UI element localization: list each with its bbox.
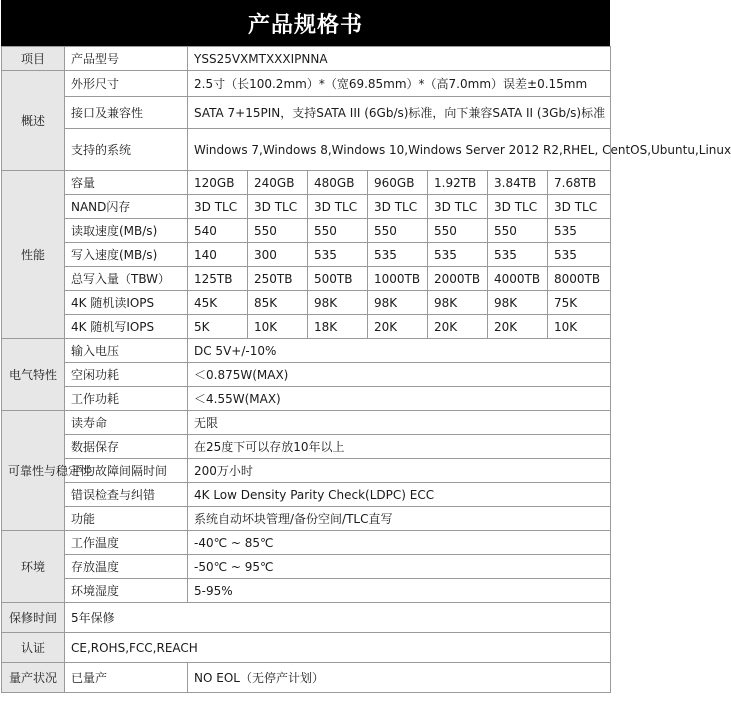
table-row [2, 47, 611, 71]
operating-temp-value: -40℃ ~ 85℃ [188, 531, 611, 555]
table-row [2, 387, 611, 411]
capacity-cell: 240GB [248, 171, 308, 195]
read-speed-cell: 550 [428, 219, 488, 243]
table-row [2, 435, 611, 459]
category-reliability: 可靠性与稳定性 [2, 411, 65, 531]
interface-value: SATA 7+15PIN，支持SATA III (6Gb/s)标准，向下兼容SATA II (3Gb/s)标准 [188, 97, 611, 129]
tbw-cell: 500TB [308, 267, 368, 291]
mtbf-value: 200万小时 [188, 459, 611, 483]
retention-label: 数据保存 [65, 435, 188, 459]
certification-value: CE,ROHS,FCC,REACH [65, 633, 611, 663]
random-write-cell: 10K [248, 315, 308, 339]
humidity-value: 5-95% [188, 579, 611, 603]
read-speed-cell: 550 [308, 219, 368, 243]
random-read-cell: 98K [368, 291, 428, 315]
read-speed-cell: 550 [488, 219, 548, 243]
table-row [2, 555, 611, 579]
read-speed-cell: 540 [188, 219, 248, 243]
category-overview: 概述 [2, 71, 65, 171]
production-label: 已量产 [65, 663, 188, 693]
category-electrical: 电气特性 [2, 339, 65, 411]
random-write-label: 4K 随机写IOPS [65, 315, 188, 339]
tbw-cell: 4000TB [488, 267, 548, 291]
random-write-cell: 18K [308, 315, 368, 339]
nand-cell: 3D TLC [428, 195, 488, 219]
write-speed-cell: 140 [188, 243, 248, 267]
category-warranty: 保修时间 [2, 603, 65, 633]
table-row [2, 459, 611, 483]
read-speed-cell: 535 [548, 219, 611, 243]
spec-sheet [1, 0, 731, 693]
capacity-cell: 960GB [368, 171, 428, 195]
nand-cell: 3D TLC [248, 195, 308, 219]
random-read-cell: 98K [428, 291, 488, 315]
random-write-cell: 5K [188, 315, 248, 339]
write-speed-cell: 535 [308, 243, 368, 267]
work-power-value: ＜4.55W(MAX) [188, 387, 611, 411]
read-speed-label: 读取速度(MB/s) [65, 219, 188, 243]
random-read-cell: 85K [248, 291, 308, 315]
tbw-cell: 2000TB [428, 267, 488, 291]
features-value: 系统自动坏块管理/备份空间/TLC直写 [188, 507, 611, 531]
table-row [2, 663, 611, 693]
os-label: 支持的系统 [65, 129, 188, 171]
idle-power-label: 空闲功耗 [65, 363, 188, 387]
table-row [2, 171, 611, 195]
size-label: 外形尺寸 [65, 71, 188, 97]
random-write-cell: 20K [428, 315, 488, 339]
size-value: 2.5寸（长100.2mm）*（宽69.85mm）*（高7.0mm）误差±0.15mm [188, 71, 611, 97]
table-row [2, 243, 611, 267]
read-speed-cell: 550 [368, 219, 428, 243]
humidity-label: 环境湿度 [65, 579, 188, 603]
category-item: 项目 [2, 47, 65, 71]
random-write-cell: 10K [548, 315, 611, 339]
warranty-value: 5年保修 [65, 603, 611, 633]
write-speed-cell: 535 [368, 243, 428, 267]
table-row [2, 97, 611, 129]
storage-temp-value: -50℃ ~ 95℃ [188, 555, 611, 579]
category-production: 量产状况 [2, 663, 65, 693]
table-row [2, 291, 611, 315]
storage-temp-label: 存放温度 [65, 555, 188, 579]
table-row [2, 219, 611, 243]
capacity-cell: 7.68TB [548, 171, 611, 195]
table-row [2, 483, 611, 507]
write-speed-cell: 535 [548, 243, 611, 267]
table-row [2, 411, 611, 435]
voltage-value: DC 5V+/-10% [188, 339, 611, 363]
mtbf-label: 平均故障间隔时间 [65, 459, 188, 483]
idle-power-value: ＜0.875W(MAX) [188, 363, 611, 387]
nand-label: NAND闪存 [65, 195, 188, 219]
table-row [2, 633, 611, 663]
capacity-cell: 3.84TB [488, 171, 548, 195]
table-row [2, 531, 611, 555]
read-speed-cell: 550 [248, 219, 308, 243]
write-speed-cell: 535 [428, 243, 488, 267]
production-value: NO EOL（无停产计划） [188, 663, 611, 693]
write-speed-label: 写入速度(MB/s) [65, 243, 188, 267]
table-row [2, 129, 611, 171]
model-value: YSS25VXMTXXXIPNNA [188, 47, 611, 71]
capacity-label: 容量 [65, 171, 188, 195]
table-row [2, 71, 611, 97]
model-label: 产品型号 [65, 47, 188, 71]
nand-cell: 3D TLC [488, 195, 548, 219]
table-row [2, 507, 611, 531]
life-value: 无限 [188, 411, 611, 435]
random-read-label: 4K 随机读IOPS [65, 291, 188, 315]
category-environment: 环境 [2, 531, 65, 603]
table-row [2, 315, 611, 339]
tbw-cell: 250TB [248, 267, 308, 291]
work-power-label: 工作功耗 [65, 387, 188, 411]
tbw-cell: 8000TB [548, 267, 611, 291]
capacity-cell: 1.92TB [428, 171, 488, 195]
table-row [2, 339, 611, 363]
random-write-cell: 20K [368, 315, 428, 339]
write-speed-cell: 535 [488, 243, 548, 267]
write-speed-cell: 300 [248, 243, 308, 267]
random-read-cell: 45K [188, 291, 248, 315]
ecc-label: 错误检查与纠错 [65, 483, 188, 507]
nand-cell: 3D TLC [368, 195, 428, 219]
table-row [2, 267, 611, 291]
tbw-cell: 125TB [188, 267, 248, 291]
random-write-cell: 20K [488, 315, 548, 339]
capacity-cell: 120GB [188, 171, 248, 195]
ecc-value: 4K Low Density Parity Check(LDPC) ECC [188, 483, 611, 507]
table-row [2, 363, 611, 387]
random-read-cell: 98K [488, 291, 548, 315]
page-title: 产品规格书 [1, 0, 610, 46]
retention-value: 在25度下可以存放10年以上 [188, 435, 611, 459]
table-row [2, 195, 611, 219]
nand-cell: 3D TLC [548, 195, 611, 219]
nand-cell: 3D TLC [308, 195, 368, 219]
tbw-label: 总写入量（TBW） [65, 267, 188, 291]
random-read-cell: 75K [548, 291, 611, 315]
spec-table [1, 46, 731, 693]
interface-label: 接口及兼容性 [65, 97, 188, 129]
nand-cell: 3D TLC [188, 195, 248, 219]
capacity-cell: 480GB [308, 171, 368, 195]
voltage-label: 输入电压 [65, 339, 188, 363]
category-certification: 认证 [2, 633, 65, 663]
table-row [2, 579, 611, 603]
category-performance: 性能 [2, 171, 65, 339]
features-label: 功能 [65, 507, 188, 531]
table-row [2, 603, 611, 633]
random-read-cell: 98K [308, 291, 368, 315]
os-value: Windows 7,Windows 8,Windows 10,Windows Server 2012 R2,RHEL, CentOS,Ubuntu,Linux [188, 129, 611, 171]
tbw-cell: 1000TB [368, 267, 428, 291]
operating-temp-label: 工作温度 [65, 531, 188, 555]
life-label: 读寿命 [65, 411, 188, 435]
